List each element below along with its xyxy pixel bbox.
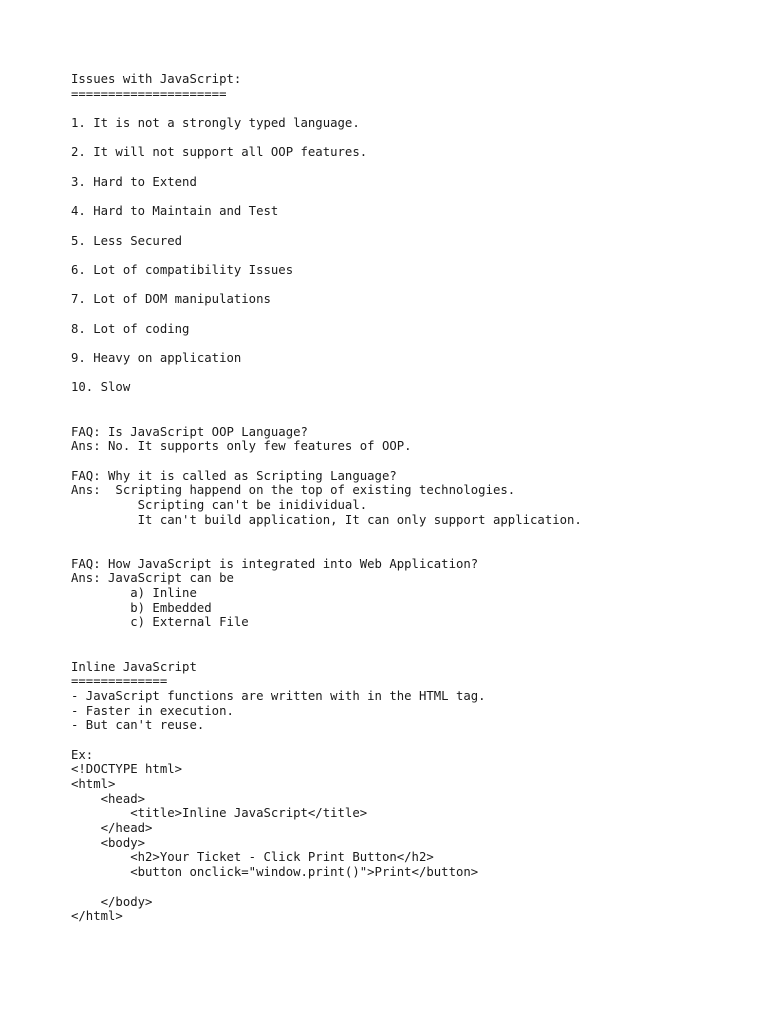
issue-item-6: 6. Lot of compatibility Issues: [71, 262, 294, 277]
faq-answer-scripting-1: Ans: Scripting happend on the top of existing technologies.: [71, 483, 516, 498]
blank-line: [71, 527, 751, 542]
faq-question-scripting: FAQ: Why it is called as Scripting Language?: [71, 468, 397, 483]
blank-line: [71, 630, 751, 645]
example-label: Ex:: [71, 747, 94, 762]
code-line: <html>: [71, 777, 116, 791]
code-line: </head>: [71, 821, 153, 836]
issue-item-8: 8. Lot of coding: [71, 321, 190, 336]
blank-line: [71, 366, 751, 381]
code-line: <body>: [71, 835, 146, 850]
integration-option-external: c) External File: [71, 615, 249, 630]
heading-underline: =====================: [71, 86, 227, 101]
faq-answer-scripting-2: Scripting can't be inidividual.: [71, 497, 368, 512]
blank-line: [71, 307, 751, 322]
blank-line: [71, 219, 751, 234]
integration-option-embedded: b) Embedded: [71, 600, 212, 615]
issue-item-1: 1. It is not a strongly typed language.: [71, 116, 360, 131]
code-line: <!DOCTYPE html>: [71, 762, 183, 777]
issue-item-3: 3. Hard to Extend: [71, 174, 197, 189]
heading-inline-javascript: Inline JavaScript: [71, 659, 197, 674]
issue-item-4: 4. Hard to Maintain and Test: [71, 204, 279, 219]
code-line: <button onclick="window.print()">Print</button>: [71, 865, 479, 880]
heading-issues: Issues with JavaScript:: [71, 72, 242, 86]
blank-line: [71, 160, 751, 175]
faq-answer-oop: Ans: No. It supports only few features of OOP.: [71, 439, 412, 454]
inline-point-3: - But can't reuse.: [71, 718, 205, 733]
blank-line: [71, 880, 751, 895]
faq-question-oop: FAQ: Is JavaScript OOP Language?: [71, 424, 308, 439]
inline-point-2: - Faster in execution.: [71, 703, 234, 718]
blank-line: [71, 733, 751, 748]
faq-question-integration: FAQ: How JavaScript is integrated into Web Application?: [71, 556, 479, 571]
blank-line: [71, 410, 751, 425]
blank-line: [71, 131, 751, 146]
integration-option-inline: a) Inline: [71, 586, 197, 601]
issue-item-2: 2. It will not support all OOP features.: [71, 145, 368, 160]
faq-answer-integration: Ans: JavaScript can be: [71, 571, 234, 586]
blank-line: [71, 101, 751, 116]
code-line: </body>: [71, 894, 153, 909]
document-page: [71, 72, 751, 924]
faq-answer-scripting-3: It can't build application, It can only support application.: [71, 512, 582, 527]
heading-underline: =============: [71, 674, 168, 689]
issue-item-10: 10. Slow: [71, 380, 131, 395]
code-line: <title>Inline JavaScript</title>: [71, 806, 368, 821]
issue-item-5: 5. Less Secured: [71, 233, 183, 248]
blank-line: [71, 395, 751, 410]
blank-line: [71, 645, 751, 660]
code-line: <head>: [71, 791, 146, 806]
blank-line: [71, 190, 751, 205]
issue-item-7: 7. Lot of DOM manipulations: [71, 292, 271, 307]
code-line: </html>: [71, 909, 123, 924]
inline-point-1: - JavaScript functions are written with in the HTML tag.: [71, 688, 486, 703]
code-line: <h2>Your Ticket - Click Print Button</h2>: [71, 850, 434, 865]
blank-line: [71, 248, 751, 263]
blank-line: [71, 542, 751, 557]
blank-line: [71, 278, 751, 293]
blank-line: [71, 454, 751, 469]
blank-line: [71, 336, 751, 351]
issue-item-9: 9. Heavy on application: [71, 351, 242, 366]
